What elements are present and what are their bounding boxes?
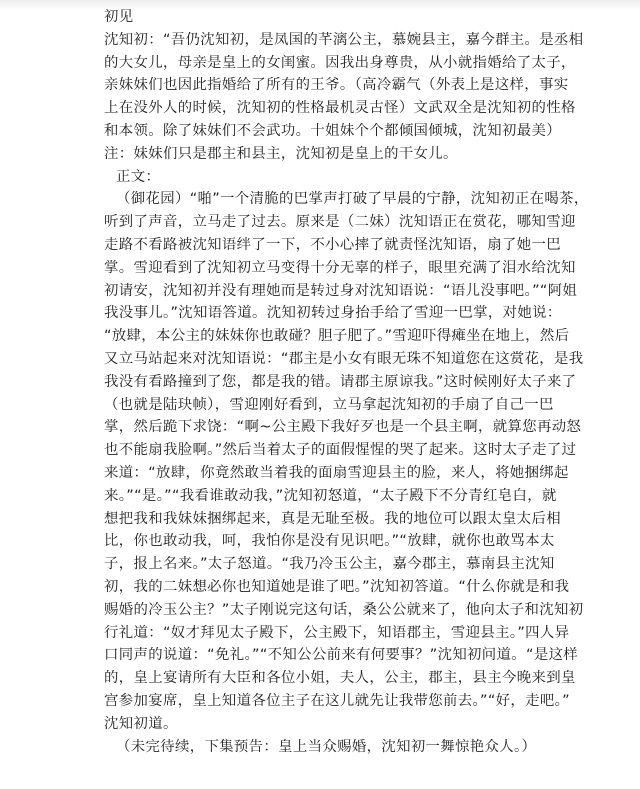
text-line: 亲妹妹们也因此指婚给了所有的王爷。（高冷霸气（外表上是这样，事实 (104, 77, 569, 94)
text-line: 沈知初道。 (104, 715, 178, 732)
text-line: 又立马站起来对沈知语说：“郡主是小女有眼无珠不知道您在这赏花，是我 (104, 350, 584, 367)
text-line: 子，报上名来。”太子怒道。“我乃冷玉公主，嘉今郡主，慕南县主沈知 (104, 556, 555, 573)
text-line: 掌，然后跪下求饶：“啊~公主殿下我好歹也是一个县主啊，就算您再动怒 (104, 419, 582, 436)
text-line: 想把我和我妹妹捆绑起来，真是无耻至极。我的地位可以跟太皇太后相 (104, 510, 561, 527)
text-line: 来。”“是。”“我看谁敢动我，”沈知初怒道，“太子殿下不分青红皂白，就 (104, 487, 557, 504)
text-line: （也就是陆玦帧），雪迎刚好看到，立马拿起沈知初的手扇了自己一巴 (104, 396, 554, 413)
text-line: 掌。雪迎看到了沈知初立马变得十分无辜的样子，眼里充满了泪水给沈知 (104, 259, 576, 276)
preview-line: （未完待续，下集预告：皇上当众赐婚，沈知初一舞惊艳众人。） (116, 738, 537, 755)
text-line: 口同声的说道：“免礼。”“不知公公前来有何要事？”沈知初问道。“是这样 (104, 647, 579, 664)
section-heading: 正文： (116, 168, 161, 185)
text-line: 听到了声音，立马走了过去。原来是（二妹）沈知语正在赏花，哪知雪迎 (104, 214, 576, 231)
text-line: 行礼道：“奴才拜见太子殿下，公主殿下，知语郡主，雪迎县主。”四人异 (104, 624, 570, 641)
text-line: 宫参加宴席，皇上知道各位主子在这儿就先让我带您前去。”“好，走吧。” (104, 692, 570, 709)
text-line: 比，你也敢动我，呵，我怕你是没有见识吧。”“放肆，就你也敢骂本太 (104, 533, 555, 550)
text-line: 初请安，沈知初并没有理她而是转过身对沈知语说：“语儿没事吧。”“阿姐 (104, 282, 578, 299)
title-line: 初见 (104, 9, 134, 25)
text-line: 初，我的二妹想必你也知道她是谁了吧。”沈知初答道。“什么你就是和我 (104, 578, 570, 595)
text-line: 来道：“放肆，你竟然敢当着我的面扇雪迎县主的脸，来人，将她捆绑起 (104, 464, 569, 481)
text-line: 我没有看路撞到了您，都是我的错。请郡主原谅我。”这时候刚好太子来了 (104, 373, 577, 390)
note-line: 注：妹妹们只是郡主和县主，沈知初是皇上的干女儿。 (104, 145, 458, 162)
text-line: 的大女儿，母亲是皇上的女闺蜜。因我出身尊贵，从小就指婚给了太子， (104, 54, 576, 71)
text-line: 也不能扇我脸啊。”然后当着太子的面假惺惺的哭了起来。这时太子走了过 (104, 442, 577, 459)
text-line: “放肆，本公主的妹妹你也敢碰？胆子肥了。”雪迎吓得瘫坐在地上，然后 (104, 328, 570, 345)
text-line: 赐婚的冷玉公主？”太子刚说完这句话，桑公公就来了，他向太子和沈知初 (104, 601, 584, 618)
text-line: 的，皇上宴请所有大臣和各位小姐，夫人，公主，郡主，县主今晚来到皇 (104, 670, 576, 687)
text-line: 走路不看路被沈知语绊了一下，不小心摔了就责怪沈知语，扇了她一巴 (104, 236, 561, 253)
text-line: （御花园）“啪”一个清脆的巴掌声打破了早晨的宁静，沈知初正在喝茶， (116, 191, 589, 208)
text-line: 和本领。除了妹妹们不会武功。十姐妹个个都倾国倾城，沈知初最美） (104, 122, 561, 139)
text-line: 沈知初：“吾仍沈知初，是凤国的芊漓公主，慕婉县主，嘉今群主。是丞相 (104, 31, 584, 48)
text-line: 我没事儿。”沈知语答道。沈知初转过身抬手给了雪迎一巴掌，对她说： (104, 305, 562, 322)
story-document (104, 6, 614, 758)
text-line: 上在没外人的时候，沈知初的性格最机灵古怪）文武双全是沈知初的性格 (104, 100, 576, 117)
